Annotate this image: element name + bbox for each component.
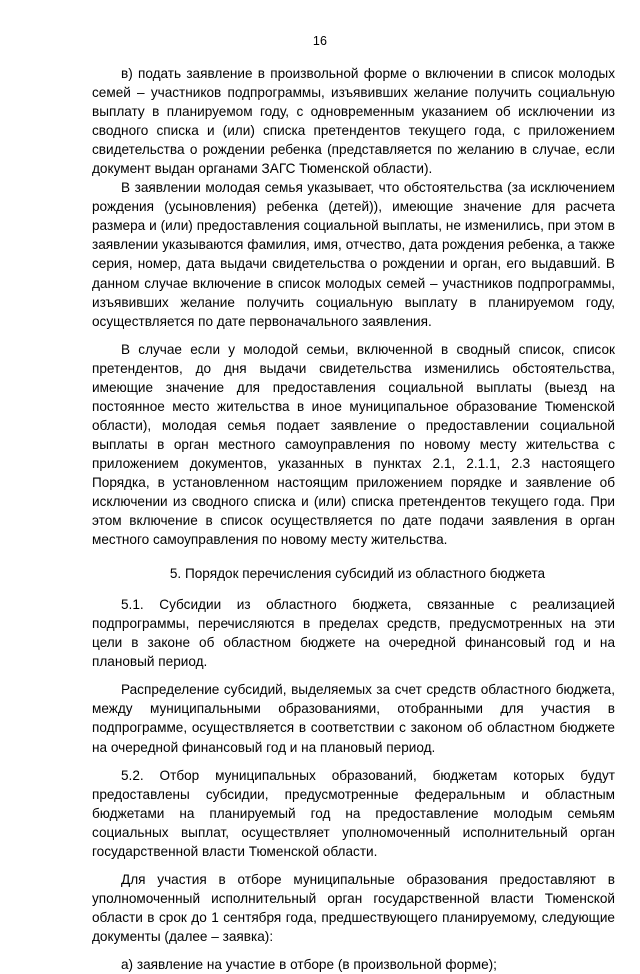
page-number: 16 [312,34,328,48]
section-heading: 5. Порядок перечисления субсидий из областного бюджета [169,566,546,582]
paragraph-application-details: В заявлении молодая семья указывает, что обстоятельства (за исключением рождения (усыновления) ребенка (детей)), имеющие значение для расчета размера и (или) предоставления социальной выплаты, не изменились, при этом в заявлении указываются фамилия, имя, отчество, дата рождения ребенка, а также серия, номер, дата выдачи свидетельства о рождении и орган, его выдавший. В данном случае включение в список молодых семей – участников подпрограммы, изъявивших желание получить социальную выплату в планируемом году, осуществляется по дате первоначального заявления. [92,180,615,329]
paragraph-change-of-residence: В случае если у молодой семьи, включенной в сводный список, список претендентов, до дня выдачи свидетельства изменились обстоятельства, имеющие значение для предоставления социальной выплаты (выезд на постоянное место жительства в иное муниципальное образование Тюменской области), молодая семья подает заявление о предоставлении социальной выплаты в орган местного самоуправления по новому месту жительства с приложением документов, указанных в пунктах 2.1, 2.1.1, 2.3 настоящего Порядка, в установленном настоящим приложением порядке и заявление об исключении из сводного списка и (или) списка претендентов текущего года. При этом включение в список осуществляется по дате подачи заявления в орган местного самоуправления по новому месту жительства. [92,341,615,548]
document-body [92,64,615,974]
paragraph-5-1: 5.1. Субсидии из областного бюджета, связанные с реализацией подпрограммы, перечисляются в пределах средств, предусмотренных на эти цели в законе об областном бюджете на очередной финансовый год и на плановый период. [92,597,615,670]
paragraph-selection-documents: Для участия в отборе муниципальные образования предоставляют в уполномоченный исполнительный орган государственной власти Тюменской области в срок до 1 сентября года, предшествующего планируемому, следующие документы (далее – заявка): [92,871,615,944]
paragraph-5-2: 5.2. Отбор муниципальных образований, бюджетам которых будут предоставлены субсидии, предусмотренные федеральным и областным бюджетами на планируемый год на предоставление молодым семьям социальных выплат, осуществляет уполномоченный исполнительный орган государственной власти Тюменской области. [92,767,615,859]
paragraph-subsidy-distribution: Распределение субсидий, выделяемых за счет средств областного бюджета, между муниципальными образованиями, отобранными для участия в подпрограмме, осуществляется в соответствии с законом об областном бюджете на очередной финансовый год и на плановый период. [92,682,615,755]
paragraph-item-a: а) заявление на участие в отборе (в произвольной форме); [121,956,497,972]
paragraph-item-v: в) подать заявление в произвольной форме о включении в список молодых семей – участников подпрограммы, изъявивших желание получить социальную выплату в планируемом году, с одновременным указанием об исключении из сводного списка и (или) списка претендентов текущего года, с приложением свидетельства о рождении ребенка (представляется по желанию в случае, если документ выдан органами ЗАГС Тюменской области). [92,66,615,177]
